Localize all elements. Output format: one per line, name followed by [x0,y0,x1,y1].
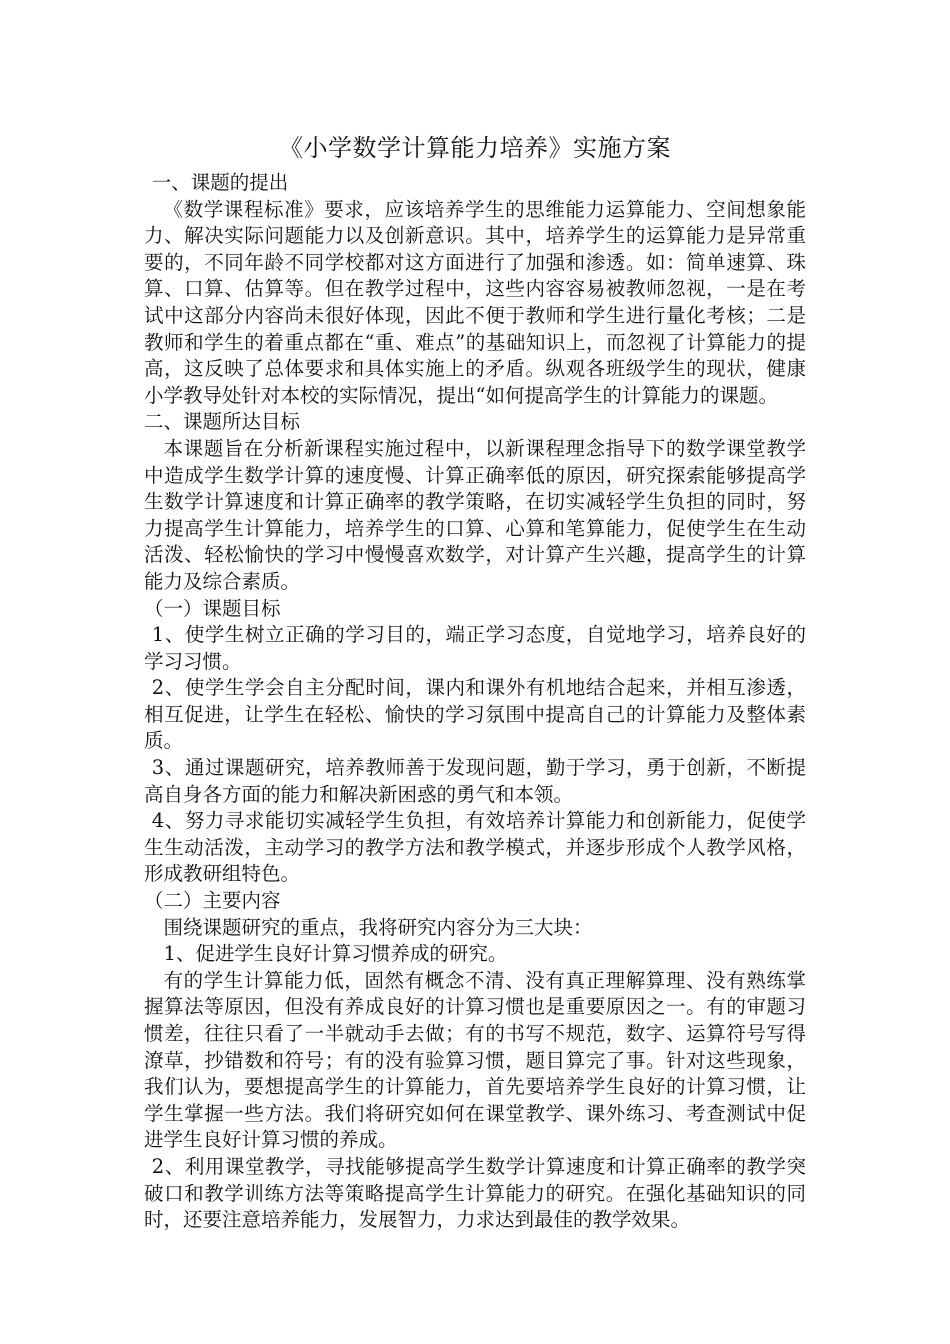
subsection-heading: （二）主要内容 [144,889,281,913]
subsection-heading: （一）课题目标 [144,596,281,620]
list-item: 3、通过课题研究，培养教师善于发现问题，勤于学习，勇于创新，不断提高自身各方面的能力和解决新困惑的勇气和本领。 [144,756,806,806]
list-item: 1、促进学生良好计算习惯养成的研究。 [163,942,508,966]
list-item: 2、使学生学会自主分配时间，课内和课外有机地结合起来，并相互渗透，相互促进，让学生在轻松、愉快的学习氛围中提高自己的计算能力及整体素质。 [144,676,806,753]
paragraph: 围绕课题研究的重点，我将研究内容分为三大块： [163,915,593,939]
section-heading: 二、课题所达目标 [144,410,301,434]
paragraph: 有的学生计算能力低，固然有概念不清、没有真正理解算理、没有熟练掌握算法等原因，但没有养成良好的计算习惯也是重要原因之一。有的审题习惯差，往往只看了一半就动手去做；有的书写不规范，数字、运算符号写得潦草，抄错数和符号；有的没有验算习惯，题目算完了事。针对这些现象，我们认为，要想提高学生的计算能力，首先要培养学生良好的计算习惯，让学生掌握一些方法。我们将研究如何在课堂教学、课外练习、考查测试中促进学生良好计算习惯的养成。 [144,968,806,1152]
document-page [144,130,806,1234]
section-heading: 一、课题的提出 [151,171,289,194]
document-title: 《小学数学计算能力培养》实施方案 [279,134,671,162]
paragraph: 《数学课程标准》要求，应该培养学生的思维能力运算能力、空间想象能力、解决实际问题能力以及创新意识。其中，培养学生的运算能力是异常重要的，不同年龄不同学校都对这方面进行了加强和渗透。如：简单速算、珠算、口算、估算等。但在教学过程中，这些内容容易被教师忽视，一是在考试中这部分内容尚未很好体现，因此不便于教师和学生进行量化考核；二是教师和学生的着重点都在“重、难点”的基础知识上，而忽视了计算能力的提高，这反映了总体要求和具体实施上的矛盾。纵观各班级学生的现状，健康小学教导处针对本校的实际情况，提出“如何提高学生的计算能力的课题。 [144,197,806,407]
list-item: 2、利用课堂教学，寻找能够提高学生数学计算速度和计算正确率的教学突破口和教学训练方法等策略提高学生计算能力的研究。在强化基础知识的同时，还要注意培养能力，发展智力，力求达到最佳的教学效果。 [144,1154,806,1232]
list-item: 1、使学生树立正确的学习目的，端正学习态度，自觉地学习，培养良好的学习习惯。 [144,623,806,673]
paragraph: 本课题旨在分析新课程实施过程中，以新课程理念指导下的数学课堂教学中造成学生数学计算的速度慢、计算正确率低的原因，研究探索能够提高学生数学计算速度和计算正确率的教学策略，在切实减轻学生负担的同时，努力提高学生计算能力，培养学生的口算、心算和笔算能力，促使学生在生动活泼、轻松愉快的学习中慢慢喜欢数学，对计算产生兴趣，提高学生的计算能力及综合素质。 [144,436,806,593]
list-item: 4、努力寻求能切实减轻学生负担，有效培养计算能力和创新能力，促使学生生动活泼，主动学习的教学方法和教学模式，并逐步形成个人教学风格，形成教研组特色。 [144,809,806,886]
